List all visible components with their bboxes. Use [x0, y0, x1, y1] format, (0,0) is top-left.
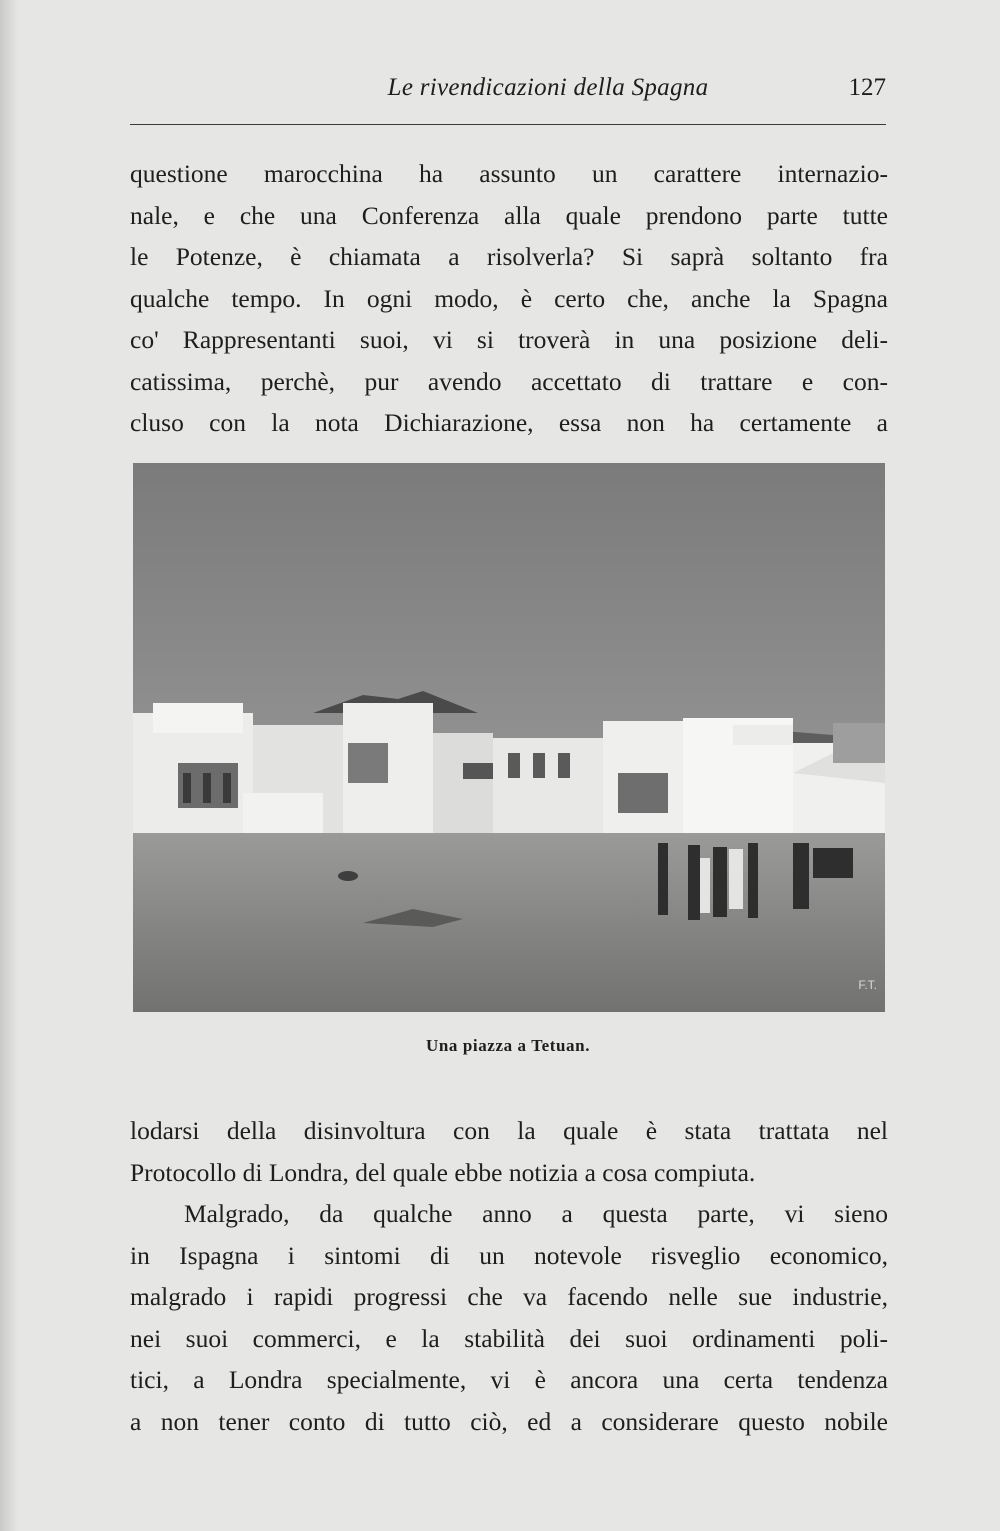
- paragraph-bottom: [130, 1110, 888, 1442]
- text-line: cluso con la nota Dichiarazione, essa non ha certamente a: [130, 408, 888, 437]
- text-line: a non tener conto di tutto ciò, ed a considerare questo nobile: [130, 1406, 888, 1436]
- text-line: le Potenze, è chiamata a risolverla? Si saprà soltanto fra: [130, 242, 888, 271]
- text-line: Protocollo di Londra, del quale ebbe notizia a cosa compiuta.: [130, 1157, 756, 1187]
- text-line: nei suoi commerci, e la stabilità dei suoi ordinamenti poli-: [130, 1323, 888, 1353]
- photo-illustration: [133, 463, 885, 1012]
- page-number: 127: [848, 74, 886, 101]
- running-head: [130, 74, 886, 114]
- text-line: co' Rappresentanti suoi, vi si troverà in una posizione deli-: [130, 325, 888, 354]
- text-line: Malgrado, da qualche anno a questa parte, vi sieno: [184, 1199, 888, 1228]
- text-line: qualche tempo. In ogni modo, è certo che, anche la Spagna: [130, 283, 888, 313]
- paragraph-top: [130, 153, 888, 444]
- photo-tetuan-square: [133, 463, 885, 1012]
- text-line: in Ispagna i sintomi di un notevole risveglio economico,: [130, 1240, 888, 1270]
- text-line: tici, a Londra specialmente, vi è ancora una certa tendenza: [130, 1365, 888, 1394]
- text-line: catissima, perchè, pur avendo accettato di trattare e con-: [130, 366, 888, 396]
- figure-caption: Una piazza a Tetuan.: [425, 1036, 591, 1055]
- page-binding-edge: [0, 0, 18, 1531]
- text-line: lodarsi della disinvoltura con la quale è stata trattata nel: [130, 1116, 888, 1145]
- text-line: nale, e che una Conferenza alla quale prendono parte tutte: [130, 200, 888, 230]
- running-title: Le rivendicazioni della Spagna: [387, 74, 709, 101]
- photo-credit: F.T.: [858, 978, 877, 992]
- text-line: malgrado i rapidi progressi che va facendo nelle sue industrie,: [130, 1282, 888, 1311]
- text-line: questione marocchina ha assunto un carattere internazio-: [130, 159, 888, 188]
- header-rule: [130, 124, 886, 125]
